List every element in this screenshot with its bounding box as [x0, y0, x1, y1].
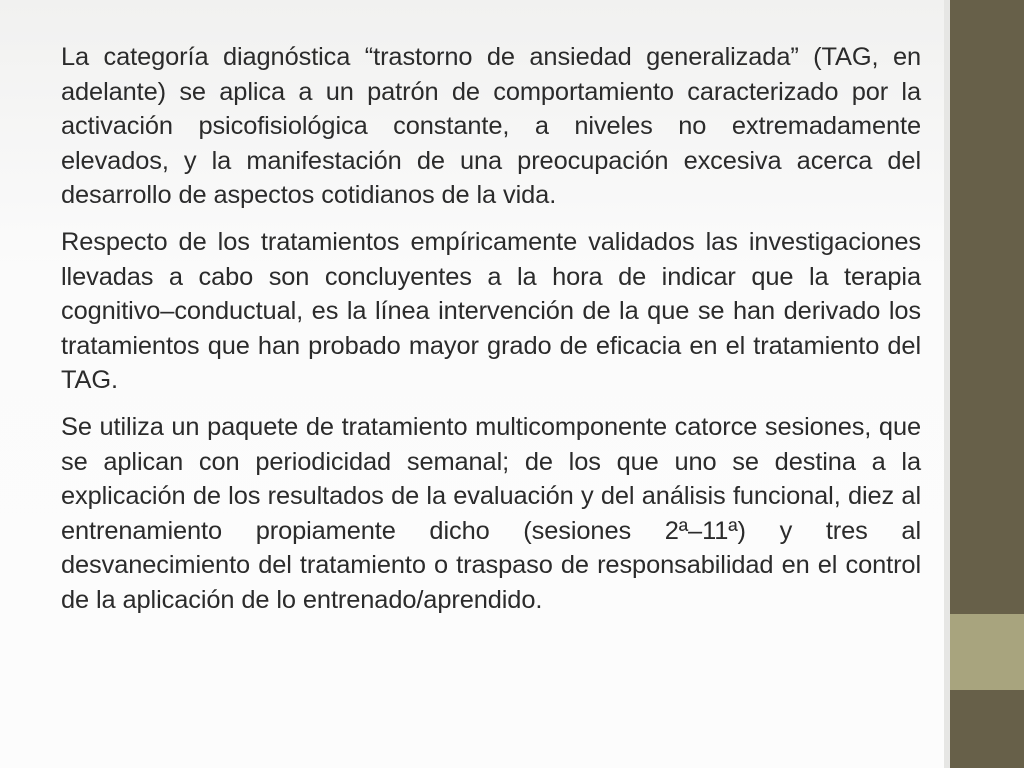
decorative-sidebar-band	[950, 614, 1024, 690]
slide-body	[61, 40, 921, 630]
paragraph-sessions: Se utiliza un paquete de tratamiento multicomponente catorce sesiones, que se aplican con periodicidad semanal; de los que uno se destina a la explicación de los resultados de la evaluación y del análisis funcional, diez al entrenamiento propiamente dicho (sesiones 2ª–11ª) y tres al desvanecimiento del tratamiento o traspaso de responsabilidad en el control de la aplicación de lo entrenado/aprendido.	[61, 412, 921, 614]
paragraph-treatments: Respecto de los tratamientos empíricamente validados las investigaciones llevadas a cabo son concluyentes a la hora de indicar que la terapia cognitivo–conductual, es la línea intervención de la que se han derivado los tratamientos que han probado mayor grado de eficacia en el tratamiento del TAG.	[61, 227, 921, 395]
paragraph-definition: La categoría diagnóstica “trastorno de ansiedad generalizada” (TAG, en adelante) se aplica a un patrón de comportamiento caracterizado por la activación psicofisiológica constante, a niveles no extremadamente elevados, y la manifestación de una preocupación excesiva acerca del desarrollo de aspectos cotidianos de la vida.	[61, 43, 921, 210]
